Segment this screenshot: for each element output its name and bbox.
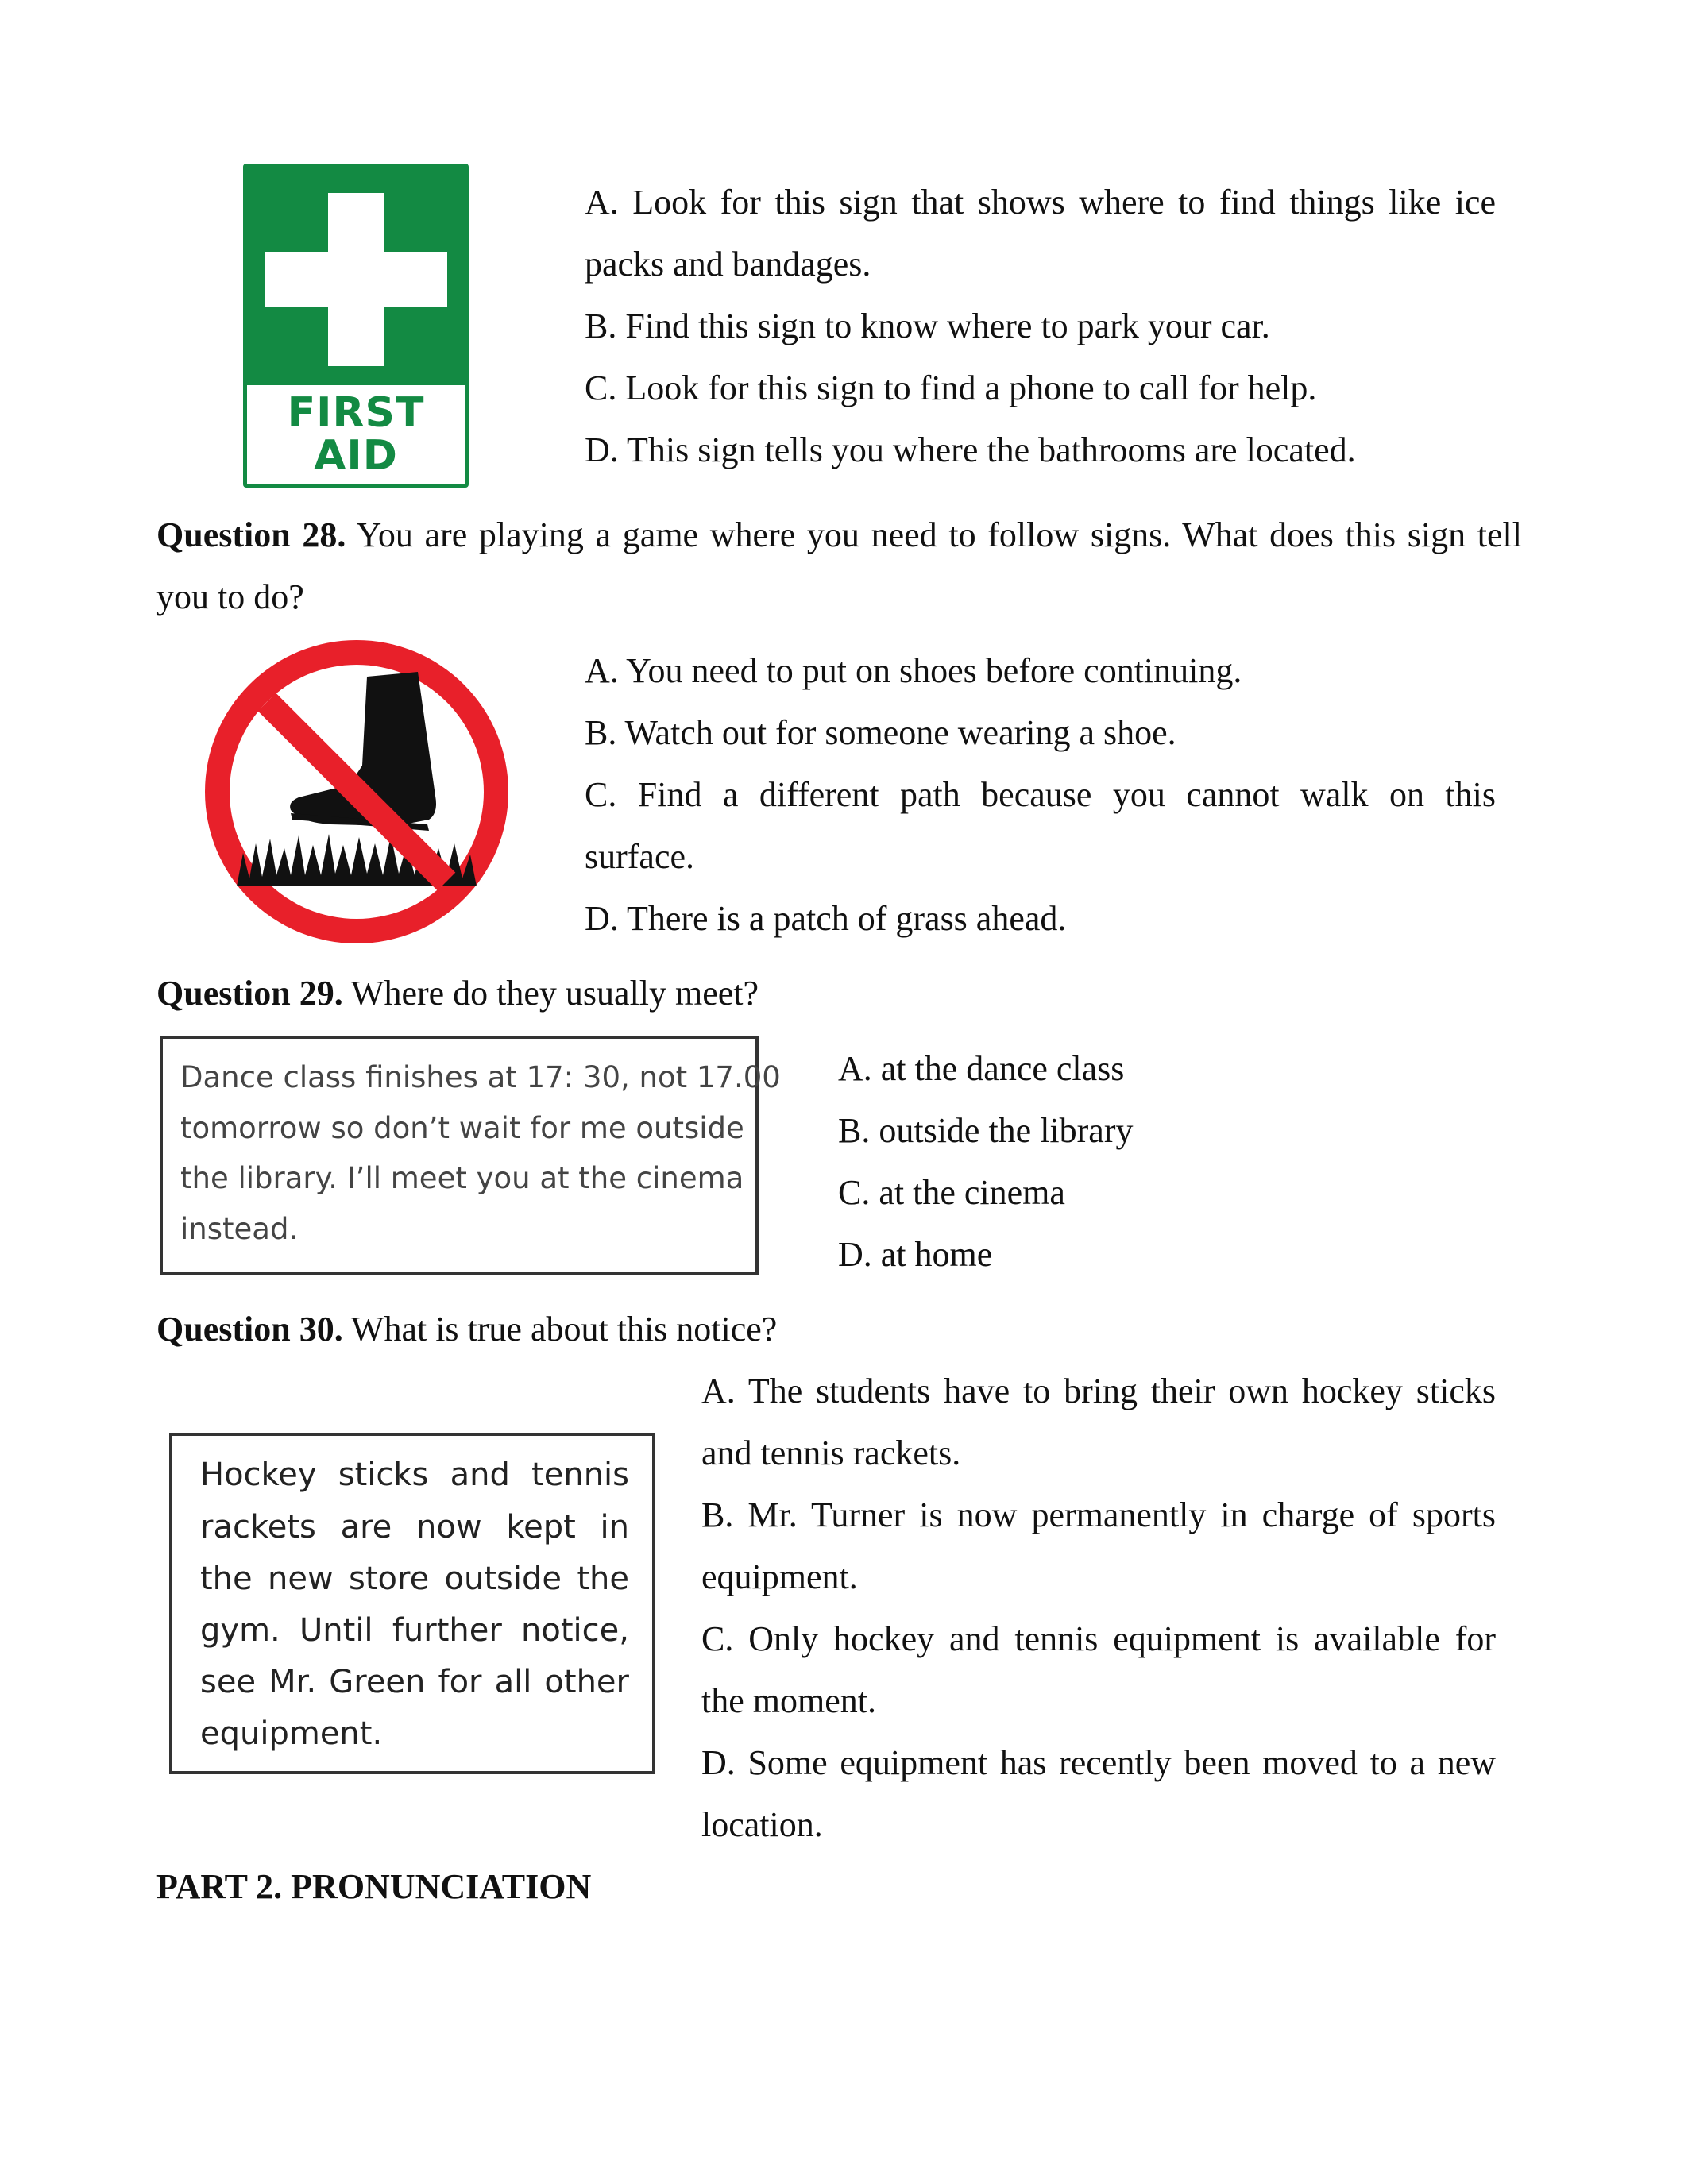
q30-notice-line: equipment. [200,1715,383,1752]
q29-option-a: A. at the dance class [838,1049,1125,1088]
first-aid-sign [243,164,469,488]
first-aid-sign-label [247,389,465,480]
q30-notice-box [169,1433,655,1774]
q30-option-c-line-1: C. Only hockey and tennis equipment is available for [701,1619,1496,1658]
part-2-heading: PART 2. PRONUNCIATION [156,1867,592,1906]
q28-option-c-line-2: surface. [585,837,695,876]
q29-message-line: Dance class finishes at 17: 30, not 17.00 [180,1060,781,1094]
first-aid-label-line-1: FIRST [287,389,425,437]
q29-label: Question 29. [156,974,343,1013]
q27-option-b: B. Find this sign to know where to park your car. [585,307,1270,345]
q29-option-b: B. outside the library [838,1111,1134,1150]
q28-option-b: B. Watch out for someone wearing a shoe. [585,713,1176,752]
q30-option-b-line-2: equipment. [701,1557,858,1596]
q29-message-line: the library. I’ll meet you at the cinema [180,1161,744,1195]
q29-option-d: D. at home [838,1235,993,1274]
q29-question [156,973,759,1014]
q28-question-line-1 [156,515,1522,556]
q30-question-text: What is true about this notice? [350,1310,778,1349]
q27-option-a-line-1: A. Look for this sign that shows where to find things like ice [585,183,1496,222]
q29-message-line: tomorrow so don’t wait for me outside [180,1111,744,1145]
q28-question-text: You are playing a game where you need to follow signs. What does this sign tell [356,515,1522,554]
q29-message-line: instead. [180,1212,299,1246]
q30-notice-line: Hockey sticks and tennis [200,1457,629,1493]
q30-notice-line: see Mr. Green for all other [200,1664,629,1700]
no-walking-on-grass-sign [205,640,508,943]
q28-option-c-line-1: C. Find a different path because you cannot walk on this [585,775,1496,814]
q30-question [156,1309,777,1350]
q28-option-a: A. You need to put on shoes before continuing. [585,651,1242,690]
q30-notice-line: gym. Until further notice, [200,1612,629,1649]
q30-option-d-line-1: D. Some equipment has recently been moved to a new [701,1743,1496,1782]
q28-question-line-2: you to do? [156,577,304,616]
first-aid-label-line-2: AID [314,432,398,480]
q30-notice-line: the new store outside the [200,1561,629,1597]
q27-option-d: D. This sign tells you where the bathrooms are located. [585,430,1356,469]
q30-option-d-line-2: location. [701,1805,823,1844]
q27-option-c: C. Look for this sign to find a phone to call for help. [585,369,1317,407]
q29-question-text: Where do they usually meet? [350,974,759,1013]
q30-option-a-line-2: and tennis rackets. [701,1433,961,1472]
q29-option-c: C. at the cinema [838,1173,1065,1212]
q29-message-box [160,1036,781,1275]
q28-label: Question 28. [156,515,346,554]
q30-option-c-line-2: the moment. [701,1681,876,1720]
q30-option-b-line-1: B. Mr. Turner is now permanently in charge of sports [701,1495,1496,1534]
q30-label: Question 30. [156,1310,343,1349]
q30-notice-line: rackets are now kept in [200,1509,629,1545]
q30-option-a-line-1: A. The students have to bring their own hockey sticks [701,1372,1496,1410]
q28-option-d: D. There is a patch of grass ahead. [585,899,1067,938]
q27-option-a-line-2: packs and bandages. [585,245,871,284]
first-aid-cross-bar [265,252,447,307]
